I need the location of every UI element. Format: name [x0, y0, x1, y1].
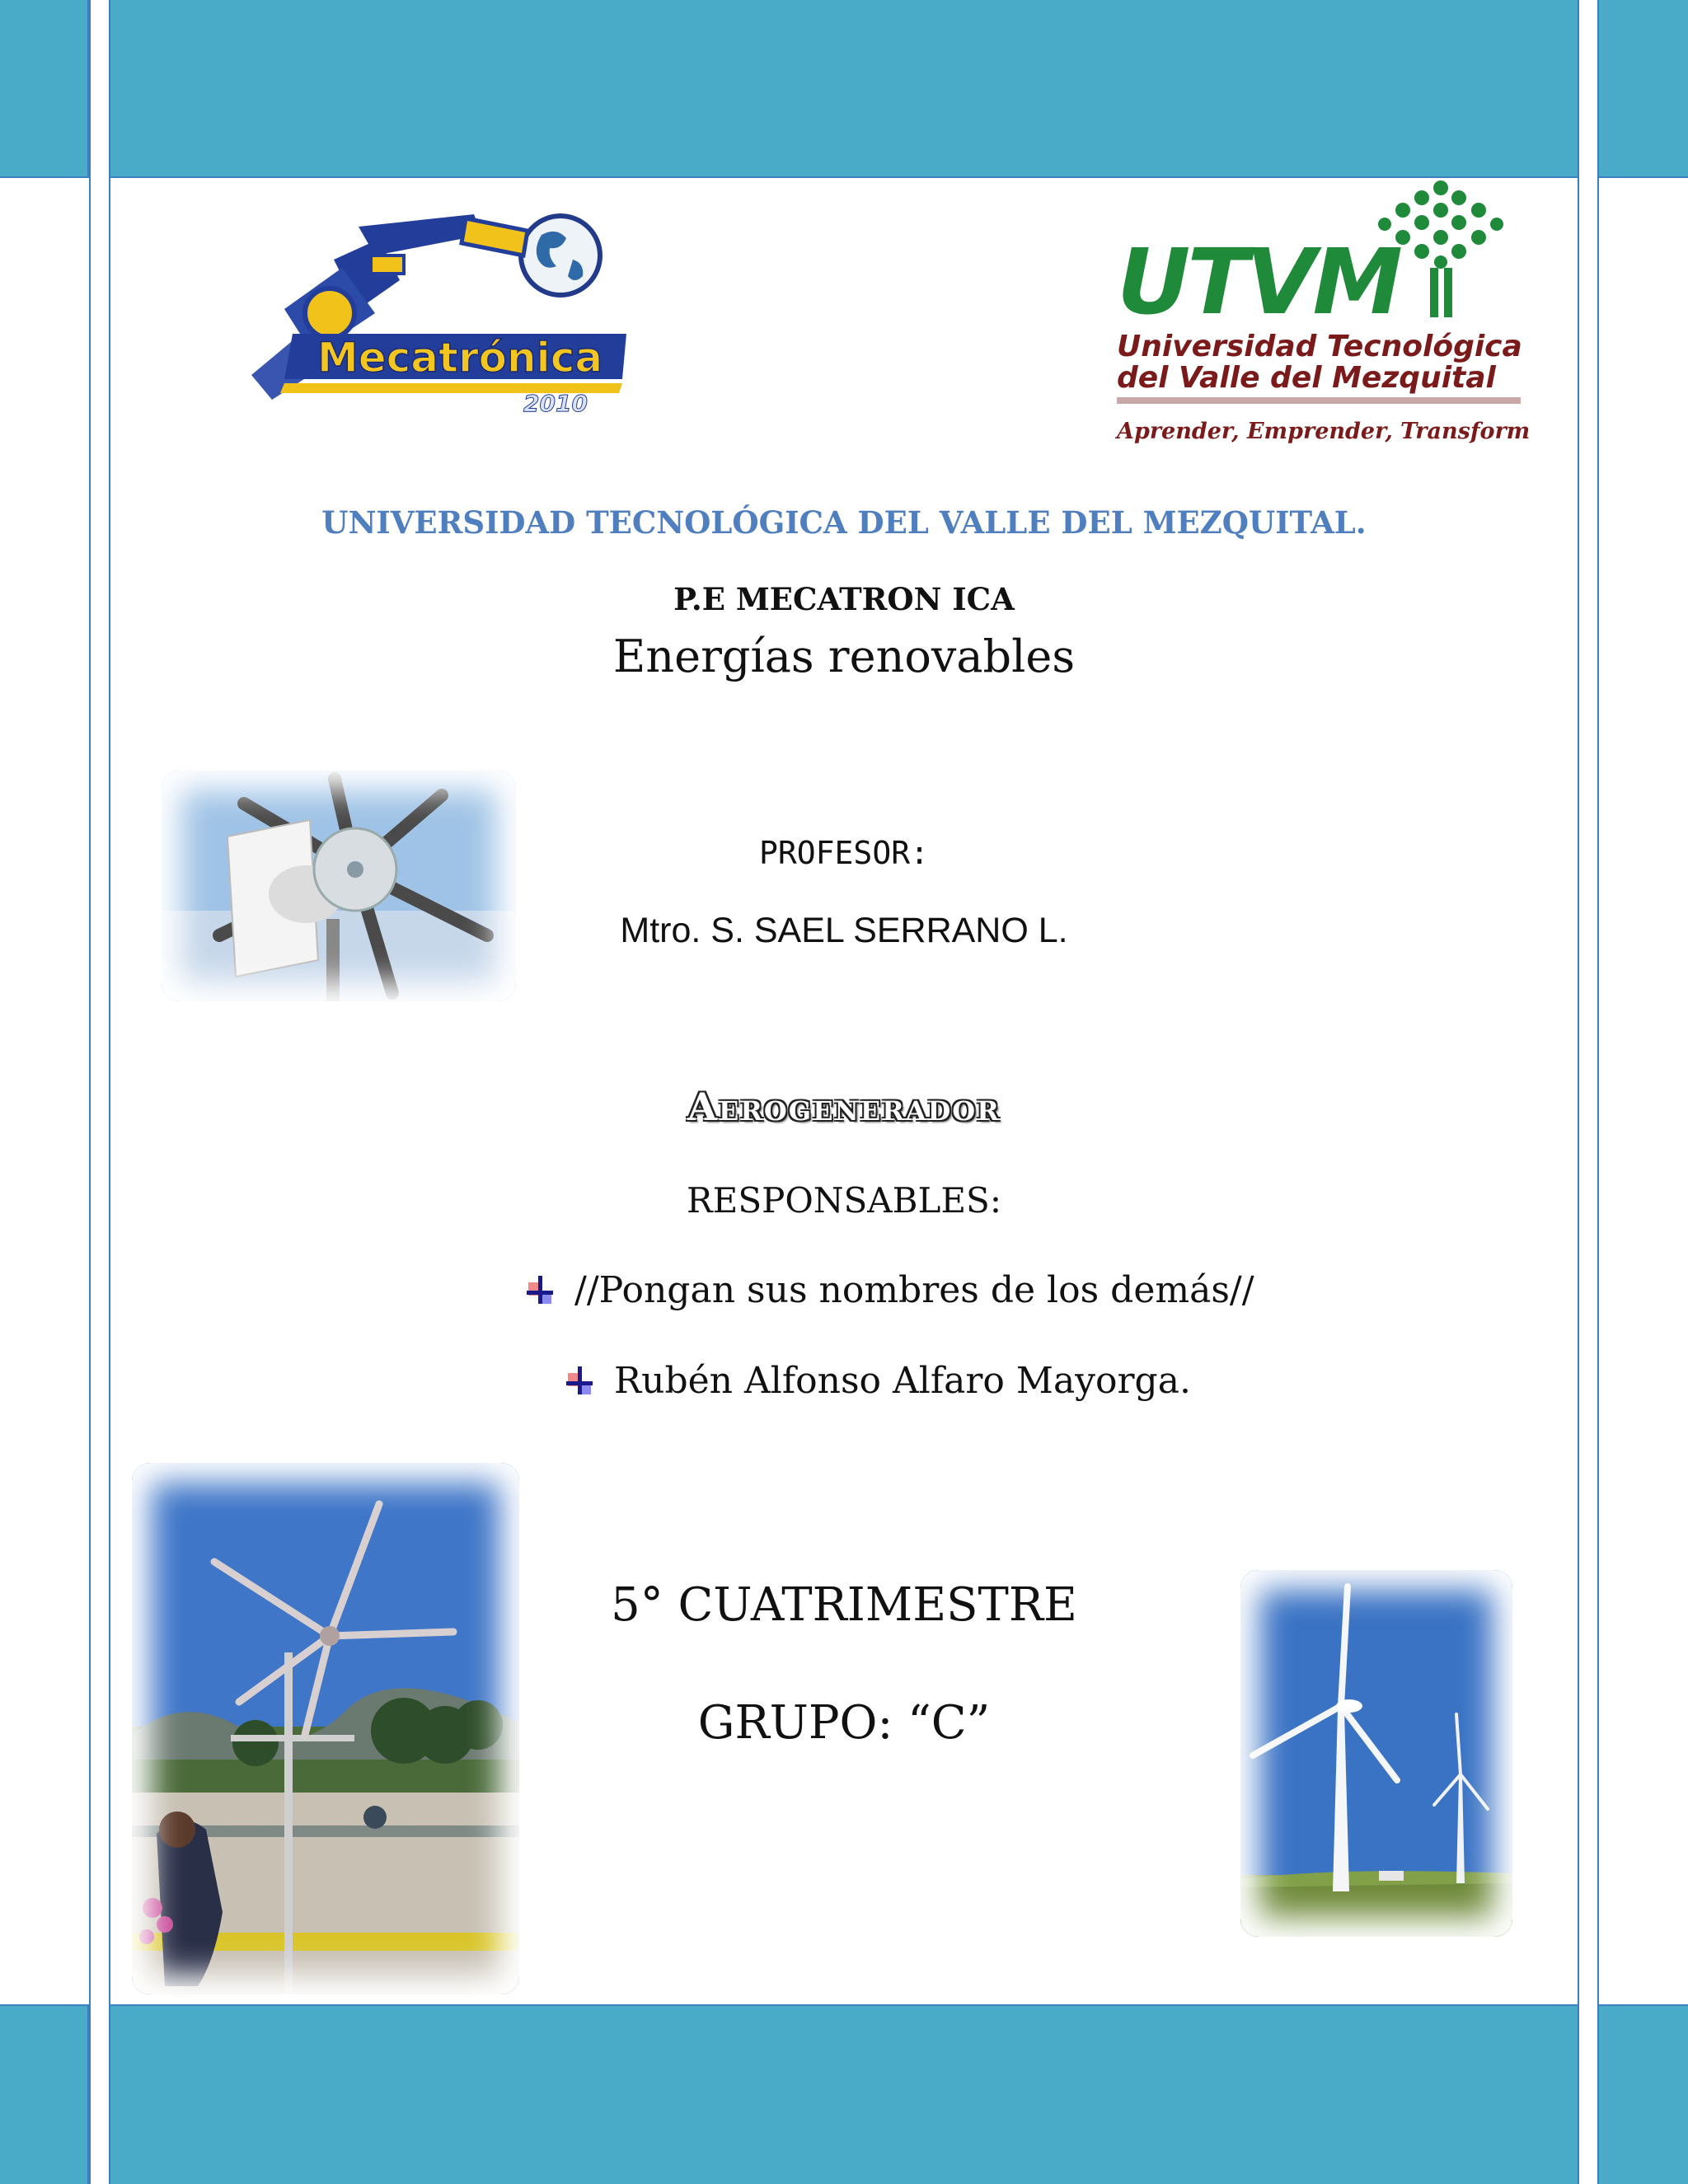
wind-turbine-closeup-photo [162, 771, 516, 1001]
list-item [563, 1360, 1191, 1402]
member-name: //Pongan sus nombres de los demás// [574, 1269, 1254, 1311]
professor-label: PROFESOR: [759, 835, 929, 871]
wind-farm-photo [1240, 1570, 1512, 1937]
responsibles-label: RESPONSABLES: [687, 1180, 1001, 1221]
utvm-line1: Universidad Tecnológica [1117, 330, 1522, 363]
utvm-tree-logo [1113, 173, 1529, 449]
university-title: UNIVERSIDAD TECNOLÓGICA DEL VALLE DEL MEZQUITAL. [321, 504, 1367, 541]
professor-name: Mtro. S. SAEL SERRANO L. [620, 911, 1068, 950]
header-band-left [0, 0, 89, 178]
program-title: P.E MECATRON ICA [673, 581, 1015, 617]
list-item [523, 1269, 1254, 1311]
member-name: Rubén Alfonso Alfaro Mayorga. [614, 1360, 1191, 1402]
header-band [109, 0, 1579, 178]
utvm-acronym: UTVM [1117, 229, 1400, 335]
header-band-right [1597, 0, 1688, 178]
project-title: Aerogenerador [687, 1085, 1001, 1129]
footer-band-right [1597, 2004, 1688, 2184]
mecatronica-robot-globe-logo [235, 210, 631, 416]
cross-bullet-icon [523, 1274, 556, 1307]
utvm-line2: del Valle del Mezquital [1117, 361, 1496, 395]
utvm-motto: Aprender, Emprender, Transformar [1117, 419, 1529, 444]
footer-band [109, 2004, 1579, 2184]
mecatronica-logo-text: Mecatrónica [317, 334, 603, 382]
cross-bullet-icon [563, 1365, 596, 1398]
group-label: GRUPO: “C” [697, 1696, 991, 1750]
mecatronica-logo-year: 2010 [523, 390, 588, 416]
term-label: 5° CUATRIMESTRE [611, 1578, 1077, 1632]
footer-band-left [0, 2004, 89, 2184]
subject-title: Energías renovables [612, 630, 1076, 682]
